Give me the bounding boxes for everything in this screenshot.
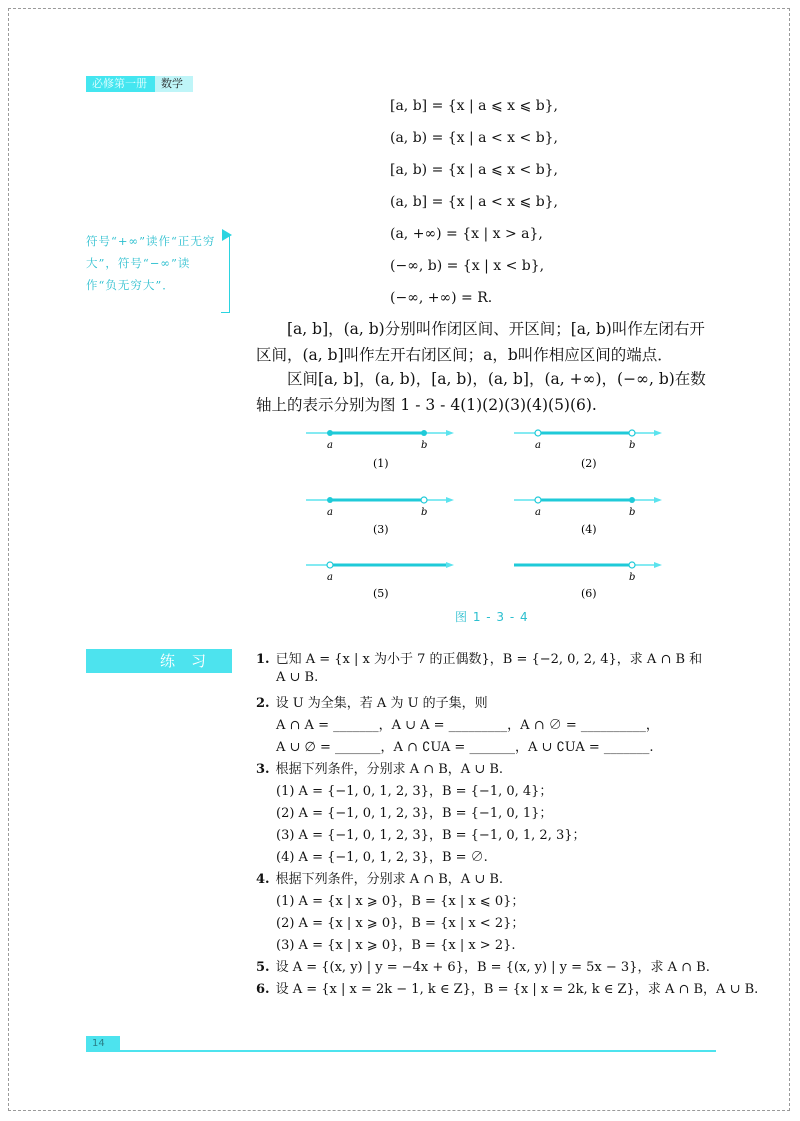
formula-closed: [a, b] = {x | a ⩽ x ⩽ b}, xyxy=(390,98,559,114)
exercise-3-4: (4) A = {−1, 0, 1, 2, 3}，B = ∅. xyxy=(276,850,488,865)
exercise-1: 1. 已知 A = {x | x 为小于 7 的正偶数}，B = {−2, 0, 2, 4}，求 A ∩ B 和 xyxy=(256,652,703,667)
label-a-4: a xyxy=(535,507,541,518)
paragraph-text-1: [a, b]，(a, b)分别叫作闭区间、开区间；[a, b)叫作左闭右开区间，(a, b]叫作左开右闭区间；a，b叫作相应区间的端点． xyxy=(256,320,705,364)
figure-title: 图 1 - 3 - 4 xyxy=(455,610,529,624)
number-line-1 xyxy=(306,430,454,436)
label-a-2: a xyxy=(535,440,541,451)
formula-minus-infinity: (−∞, b) = {x | x < b}, xyxy=(390,258,545,274)
label-b-1: b xyxy=(421,440,428,451)
formula-right-closed: (a, b] = {x | a < x ⩽ b}, xyxy=(390,194,559,210)
exercise-4-1: (1) A = {x | x ⩾ 0}，B = {x | x ⩽ 0}； xyxy=(276,894,525,909)
number-line-4 xyxy=(514,497,662,503)
label-b-4: b xyxy=(629,507,636,518)
caption-6: (6) xyxy=(581,587,597,600)
formula-open: (a, b) = {x | a < x < b}, xyxy=(390,130,559,146)
number-line-2 xyxy=(514,430,662,436)
label-b-6: b xyxy=(629,572,636,583)
point-a-2 xyxy=(535,430,541,436)
caption-2: (2) xyxy=(581,457,597,470)
label-a-1: a xyxy=(327,440,333,451)
exercise-2-line-1: A ∩ A = _______，A ∪ A = _________，A ∩ ∅ = __________， xyxy=(276,718,659,733)
point-a-3 xyxy=(327,497,333,503)
book-title: 必修第一册 xyxy=(86,76,155,92)
point-b-6 xyxy=(629,562,635,568)
exercise-3-2: (2) A = {−1, 0, 1, 2, 3}，B = {−1, 0, 1}； xyxy=(276,806,553,821)
margin-note-bracket xyxy=(221,236,230,313)
point-b-2 xyxy=(629,430,635,436)
label-b-2: b xyxy=(629,440,636,451)
exercise-3-3: (3) A = {−1, 0, 1, 2, 3}，B = {−1, 0, 1, 2, 3}； xyxy=(276,828,586,843)
number-line-figure xyxy=(300,420,680,610)
exercise-3: 3. 根据下列条件，分别求 A ∩ B，A ∪ B. xyxy=(256,762,504,777)
exercise-4: 4. 根据下列条件，分别求 A ∩ B，A ∪ B. xyxy=(256,872,504,887)
page-header xyxy=(86,76,193,92)
exercise-5: 5. 设 A = {(x, y) | y = −4x + 6}，B = {(x, y) | y = 5x − 3}，求 A ∩ B. xyxy=(256,960,710,975)
exercise-4-3: (3) A = {x | x ⩾ 0}，B = {x | x > 2}. xyxy=(276,938,516,953)
subject-title: 数学 xyxy=(155,76,193,92)
point-a-4 xyxy=(535,497,541,503)
paragraph-figure-reference xyxy=(256,366,718,418)
exercise-2-line-2: A ∪ ∅ = _______，A ∩ ∁UA = _______，A ∪ ∁UA = _______. xyxy=(276,740,654,755)
page-number: 14 xyxy=(86,1036,120,1052)
formula-plus-infinity: (a, +∞) = {x | x > a}, xyxy=(390,226,543,242)
point-a-1 xyxy=(327,430,333,436)
number-line-3 xyxy=(306,497,454,503)
caption-1: (1) xyxy=(373,457,389,470)
point-b-1 xyxy=(421,430,427,436)
caption-3: (3) xyxy=(373,523,389,536)
label-a-3: a xyxy=(327,507,333,518)
caption-4: (4) xyxy=(581,523,597,536)
margin-note: 符号“+∞”读作“正无穷大”，符号“−∞”读作“负无穷大”． xyxy=(86,234,216,292)
paragraph-interval-names xyxy=(256,316,718,368)
caption-5: (5) xyxy=(373,587,389,600)
formula-left-closed: [a, b) = {x | a ⩽ x < b}, xyxy=(390,162,559,178)
exercise-4-2: (2) A = {x | x ⩾ 0}，B = {x | x < 2}； xyxy=(276,916,525,931)
number-line-6 xyxy=(514,562,662,568)
exercise-6: 6. 设 A = {x | x = 2k − 1, k ∈ Z}，B = {x | x = 2k, k ∈ Z}，求 A ∩ B，A ∪ B. xyxy=(256,982,759,997)
formula-reals: (−∞, +∞) = R. xyxy=(390,290,493,306)
exercise-3-1: (1) A = {−1, 0, 1, 2, 3}，B = {−1, 0, 4}； xyxy=(276,784,553,799)
point-a-5 xyxy=(327,562,333,568)
point-b-3 xyxy=(421,497,427,503)
exercise-2: 2. 设 U 为全集，若 A 为 U 的子集，则 xyxy=(256,696,488,711)
number-line-5 xyxy=(306,562,454,568)
exercise-1-cont: A ∪ B. xyxy=(276,670,319,685)
footer-rule xyxy=(120,1050,716,1052)
paragraph-text-2: 区间[a, b]，(a, b)，[a, b)，(a, b]，(a, +∞)，(−∞, b)在数轴上的表示分别为图 1 - 3 - 4(1)(2)(3)(4)(5)(6). xyxy=(256,370,706,414)
label-b-3: b xyxy=(421,507,428,518)
exercises-heading: 练习 xyxy=(86,649,232,673)
label-a-5: a xyxy=(327,572,333,583)
point-b-4 xyxy=(629,497,635,503)
